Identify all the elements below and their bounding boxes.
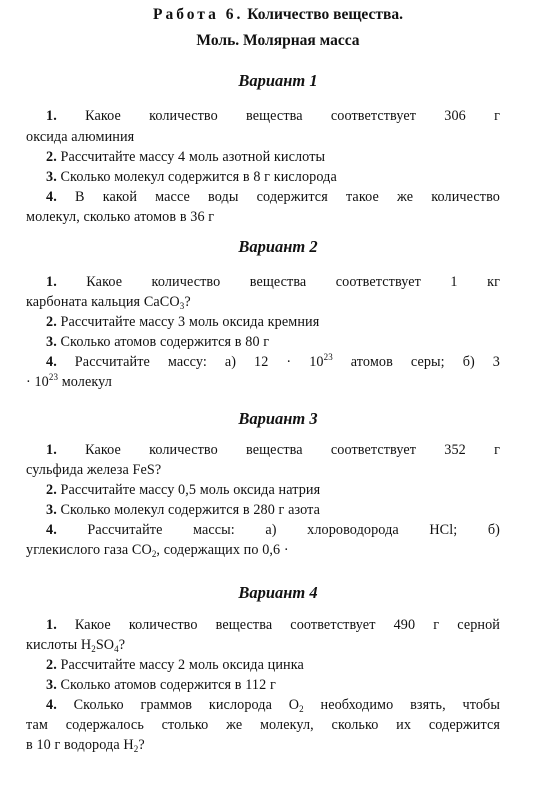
task-number: 1. [46, 274, 57, 290]
variant-title-2: Вариант 2 [238, 237, 318, 256]
task-number: 2. [46, 657, 57, 673]
variant-4-task-3-line-1: 3. Сколько атомов содержится в 112 г [46, 677, 276, 693]
task-number: 4. [46, 697, 57, 713]
task-number: 1. [46, 617, 57, 633]
task-number: 4. [46, 522, 57, 538]
variant-title-4: Вариант 4 [238, 583, 318, 602]
task-number: 2. [46, 314, 57, 330]
task-number: 3. [46, 677, 57, 693]
task-number: 2. [46, 482, 57, 498]
task-number: 1. [46, 108, 57, 124]
title-prefix: Работа 6. [153, 6, 244, 23]
variant-2-task-3-line-1: 3. Сколько атомов содержится в 80 г [46, 334, 270, 350]
variant-3-task-4-line-2: углекислого газа $CO_2$, содержащих по 0,6 · [26, 542, 289, 559]
task-number: 2. [46, 149, 57, 165]
variant-1-task-4-line-2: молекул, сколько атомов в 36 г [26, 209, 215, 225]
variant-1-task-2-line-1: 2. Рассчитайте массу 4 моль азотной кислоты [46, 149, 326, 165]
variant-2-task-4-line-2: · $10^{23}$ молекул [26, 372, 112, 390]
variant-1-task-1-line-1: 1. Какое количество вещества соответствует 306 г [46, 108, 500, 124]
variant-title-3: Вариант 3 [238, 409, 318, 428]
variant-3-task-1-line-1: 1. Какое количество вещества соответствует 352 г [46, 442, 500, 458]
variant-4-task-1-line-1: 1. Какое количество вещества соответствует 490 г серной [46, 617, 500, 633]
variant-title-1: Вариант 1 [238, 71, 318, 90]
variant-4-task-1-line-2: кислоты $H_2SO_4$? [26, 637, 126, 654]
variant-3-task-4-line-1: 4. Рассчитайте массы: а) хлороводорода HCl; б) [46, 522, 500, 538]
variant-4-task-4-line-1: 4. Сколько граммов кислорода $O_2$ необходимо взять, чтобы [46, 697, 500, 714]
variant-1-task-3-line-1: 3. Сколько молекул содержится в 8 г кислорода [46, 169, 337, 185]
variant-2-task-1-line-2: карбоната кальция CaCO$_3$? [26, 294, 191, 311]
variant-1-task-4-line-1: 4. В какой массе воды содержится такое же количество [46, 189, 500, 205]
task-number: 4. [46, 189, 57, 205]
task-number: 4. [46, 354, 57, 370]
variant-3-task-1-line-2: сульфида железа FeS? [26, 462, 162, 478]
variant-4-task-4-line-3: в 10 г водорода $H_2$? [26, 737, 145, 754]
variant-2-task-1-line-1: 1. Какое количество вещества соответствует 1 кг [46, 274, 500, 290]
page-subtitle: Моль. Молярная масса [196, 32, 360, 49]
page-title [0, 6, 556, 24]
variant-3-task-2-line-1: 2. Рассчитайте массу 0,5 моль оксида натрия [46, 482, 321, 498]
task-number: 3. [46, 334, 57, 350]
task-number: 1. [46, 442, 57, 458]
title-rest: Количество вещества. [247, 6, 403, 23]
variant-2-task-4-line-1: 4. Рассчитайте массу: а) $12 \cdot 10^{23}$ атомов серы; б) 3 [46, 352, 500, 370]
variant-1-task-1-line-2: оксида алюминия [26, 129, 135, 145]
task-number: 3. [46, 502, 57, 518]
task-number: 3. [46, 169, 57, 185]
variant-2-task-2-line-1: 2. Рассчитайте массу 3 моль оксида кремния [46, 314, 320, 330]
variant-4-task-2-line-1: 2. Рассчитайте массу 2 моль оксида цинка [46, 657, 304, 673]
variant-4-task-4-line-2: там содержалось столько же молекул, сколько их содержится [26, 717, 500, 733]
variant-3-task-3-line-1: 3. Сколько молекул содержится в 280 г азота [46, 502, 321, 518]
